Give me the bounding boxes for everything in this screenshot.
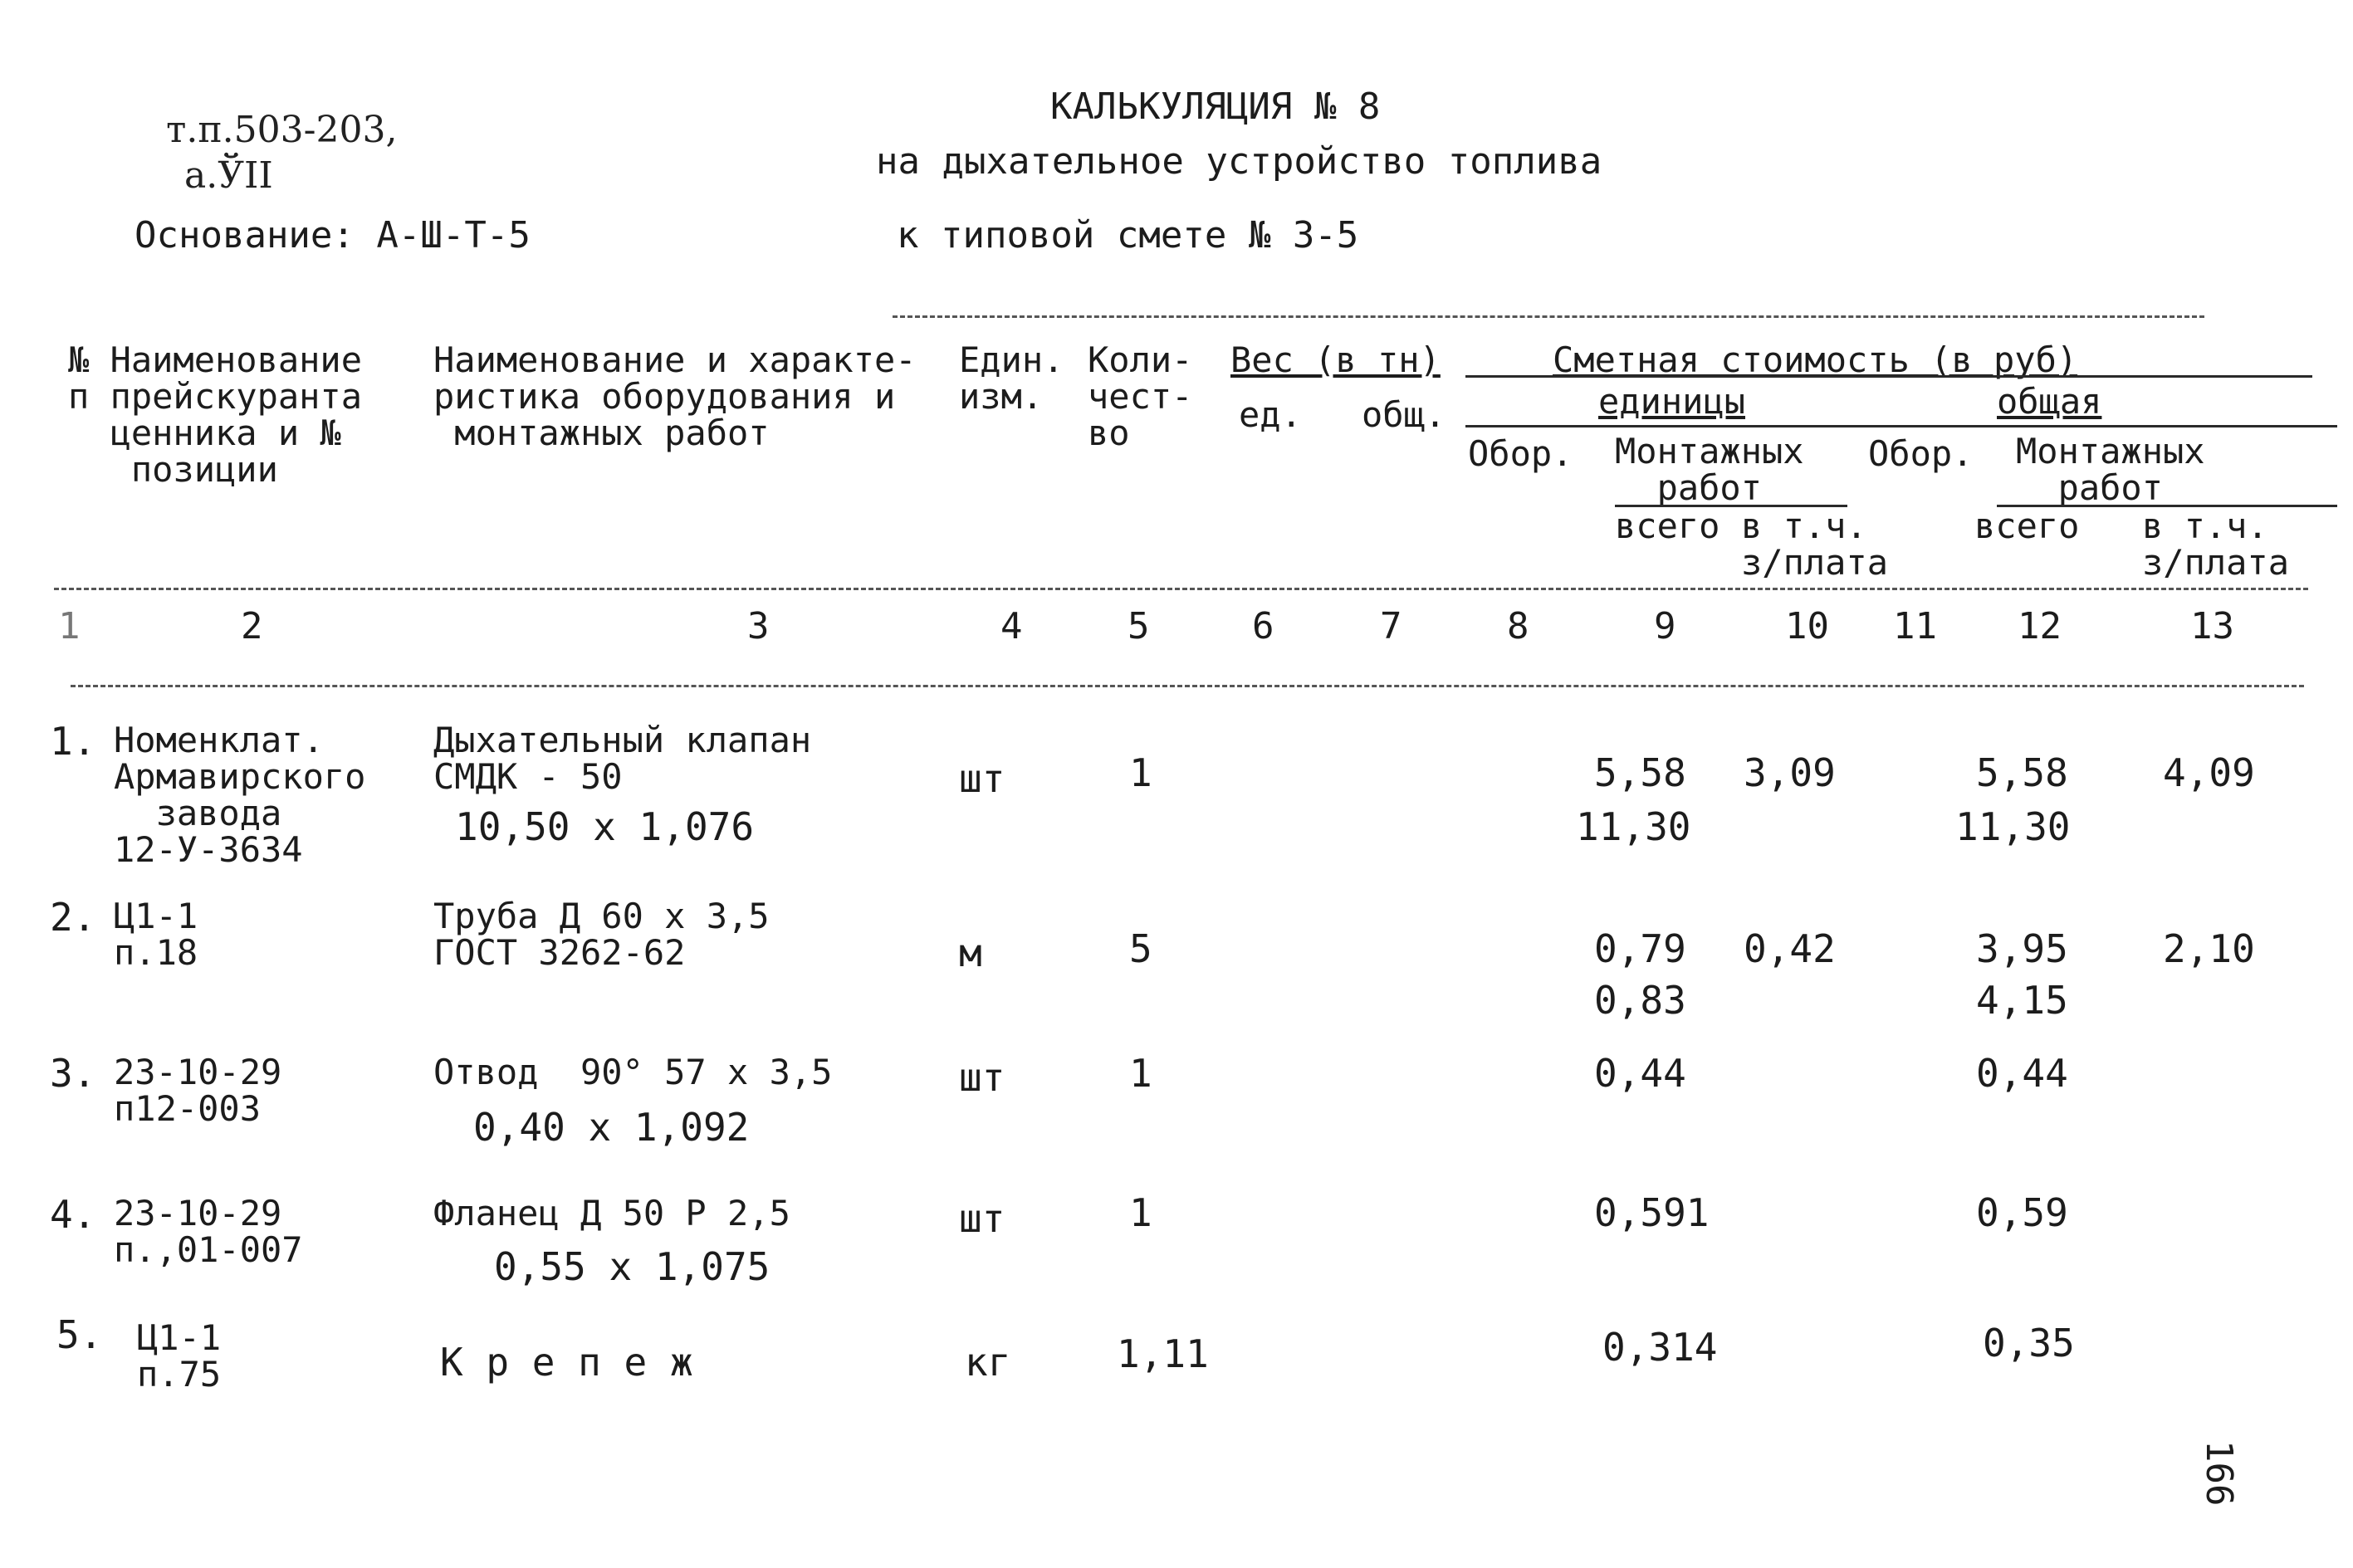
handwritten-reference-line1: т.п.503-203, xyxy=(166,109,398,151)
row-number: 5. xyxy=(56,1312,103,1357)
row-unit-install-total: 5,58 xyxy=(1594,750,1686,795)
row-description: Фланец Д 50 Р 2,5 xyxy=(433,1193,790,1233)
col-number: 6 xyxy=(1252,605,1274,647)
col-header-pricelist: № Наименование п прейскуранта ценника и № позиции xyxy=(68,339,363,490)
col-header-wage-unit: в т.ч. з/плата xyxy=(1741,506,1889,583)
row-quantity: 5 xyxy=(1129,926,1152,971)
row-unit-install-total-2: 11,30 xyxy=(1576,804,1691,849)
col-header-weight-unit: ед. xyxy=(1239,394,1302,435)
document-title: КАЛЬКУЛЯЦИЯ № 8 xyxy=(1050,85,1381,128)
cost-subheader-rule xyxy=(1465,425,2337,427)
row-total-install-total: 0,59 xyxy=(1976,1190,2068,1235)
row-total-install-total: 3,95 xyxy=(1976,926,2068,971)
col-header-cost: Сметная стоимость (в руб) xyxy=(1553,339,2078,380)
row-reference: Ц1-1 п.18 xyxy=(114,896,198,973)
col-header-wage-total: в т.ч. з/плата xyxy=(2142,506,2290,583)
col-header-equip-total: Обор. xyxy=(1868,433,1974,474)
col-number: 10 xyxy=(1785,605,1829,647)
row-formula: 0,55 х 1,075 xyxy=(494,1244,770,1289)
row-unit: шт xyxy=(959,756,1005,801)
row-unit-install-wage: 3,09 xyxy=(1744,750,1836,795)
basis-line: Основание: А-Ш-Т-5 xyxy=(135,214,531,256)
row-unit-install-wage: 0,42 xyxy=(1744,926,1836,971)
row-total-install-total-2: 11,30 xyxy=(1955,804,2071,849)
row-total-install-total: 0,44 xyxy=(1976,1051,2068,1096)
col-header-weight-total: общ. xyxy=(1362,394,1446,435)
col-number: 1 xyxy=(58,605,81,647)
col-number: 9 xyxy=(1654,605,1676,647)
row-number: 4. xyxy=(50,1192,96,1237)
row-total-install-total-2: 4,15 xyxy=(1976,978,2068,1023)
col-number: 13 xyxy=(2190,605,2234,647)
col-number: 2 xyxy=(241,605,263,647)
row-unit-install-total-2: 0,83 xyxy=(1594,978,1686,1023)
col-number: 8 xyxy=(1507,605,1529,647)
row-unit-install-total: 0,44 xyxy=(1594,1051,1686,1096)
row-description: Дыхательный клапан СМДК - 50 xyxy=(433,720,812,797)
row-number: 1. xyxy=(50,719,96,764)
row-unit-install-total: 0,591 xyxy=(1594,1190,1710,1235)
row-quantity: 1 xyxy=(1129,1051,1152,1096)
row-number: 3. xyxy=(50,1051,96,1096)
col-header-equip-unit: Обор. xyxy=(1468,433,1573,474)
row-reference: 23-10-29 п12-003 xyxy=(114,1052,282,1129)
row-quantity: 1 xyxy=(1129,750,1152,795)
row-total-install-total: 5,58 xyxy=(1976,750,2068,795)
col-number: 4 xyxy=(1000,605,1023,647)
col-header-weight: Вес (в тн) xyxy=(1230,339,1441,380)
col-header-total: общая xyxy=(1997,381,2102,422)
row-unit: шт xyxy=(959,1055,1005,1100)
row-reference: 23-10-29 п.,01-007 xyxy=(114,1193,303,1270)
row-total-install-total: 0,35 xyxy=(1983,1321,2075,1365)
cost-header-rule xyxy=(1465,375,2312,378)
col-header-all-total: всего xyxy=(1974,506,2080,546)
row-number: 2. xyxy=(50,895,96,940)
col-number: 12 xyxy=(2018,605,2062,647)
row-description: Труба Д 60 х 3,5 ГОСТ 3262-62 xyxy=(433,896,770,973)
row-reference: Ц1-1 п.75 xyxy=(137,1317,222,1395)
col-header-unit: Един. изм. xyxy=(959,339,1064,417)
body-top-rule xyxy=(71,685,2304,687)
row-unit: шт xyxy=(959,1196,1005,1241)
handwritten-reference-line2: а.ЎII xyxy=(184,154,273,197)
col-header-description: Наименование и характе- ристика оборудования и монтажных работ xyxy=(433,339,917,453)
col-header-install-unit: Монтажных работ xyxy=(1615,431,1804,508)
row-unit-install-total: 0,314 xyxy=(1602,1325,1718,1370)
header-bottom-rule xyxy=(54,588,2308,590)
page-number: 166 xyxy=(2198,1440,2240,1507)
col-header-quantity: Коли- чест- во xyxy=(1088,339,1193,453)
row-formula: 10,50 х 1,076 xyxy=(455,804,755,849)
row-description: К р е п е ж xyxy=(440,1340,693,1385)
row-unit: кг xyxy=(965,1340,1011,1385)
col-header-install-total: Монтажных работ xyxy=(2016,431,2205,508)
col-number: 7 xyxy=(1380,605,1402,647)
header-top-rule xyxy=(893,315,2204,318)
row-unit-install-total: 0,79 xyxy=(1594,926,1686,971)
col-header-all-unit: всего xyxy=(1615,506,1720,546)
col-number: 11 xyxy=(1893,605,1937,647)
col-number: 3 xyxy=(747,605,770,647)
row-total-install-wage: 4,09 xyxy=(2163,750,2255,795)
estimate-reference: к типовой смете № 3-5 xyxy=(897,214,1359,256)
row-unit: м xyxy=(959,931,982,975)
col-header-per-unit: единицы xyxy=(1598,381,1746,422)
row-total-install-wage: 2,10 xyxy=(2163,926,2255,971)
row-quantity: 1,11 xyxy=(1117,1331,1209,1376)
document-subtitle: на дыхательное устройство топлива xyxy=(876,140,1602,183)
row-reference: Номенклат. Армавирского завода 12-У-3634 xyxy=(114,720,366,870)
col-number: 5 xyxy=(1128,605,1150,647)
row-description: Отвод 90° 57 х 3,5 xyxy=(433,1052,833,1092)
row-quantity: 1 xyxy=(1129,1190,1152,1235)
row-formula: 0,40 х 1,092 xyxy=(473,1105,750,1150)
